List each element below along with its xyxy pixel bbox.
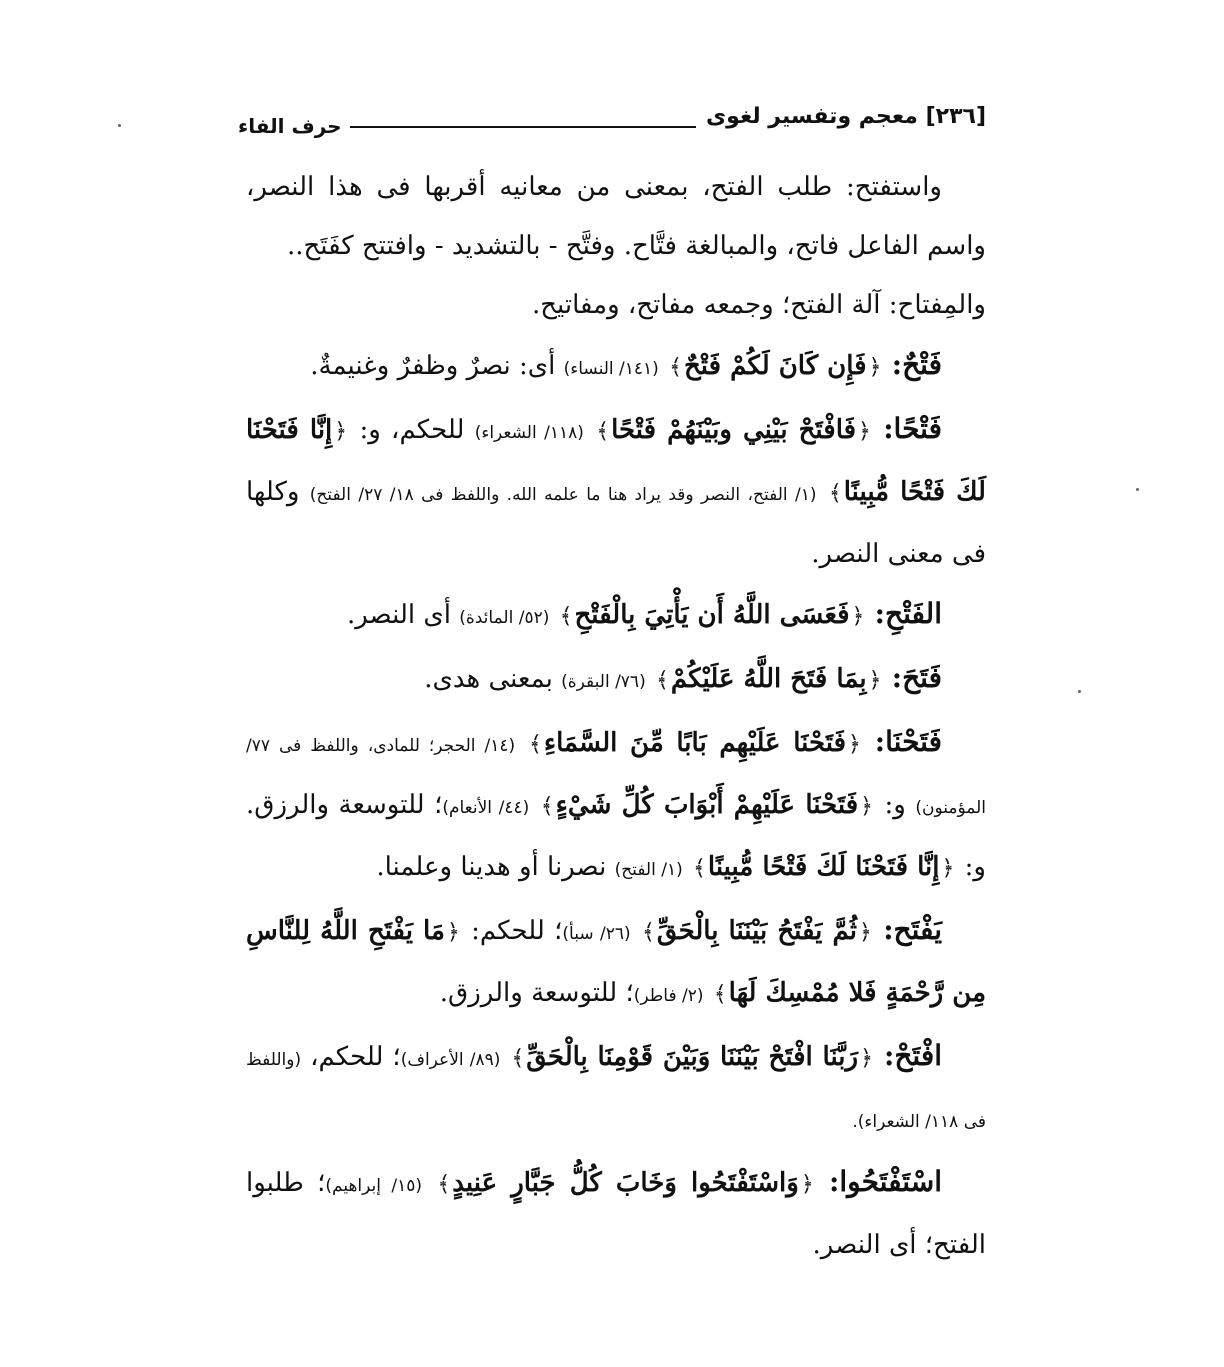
entry-headword: فَتْحًا: — [883, 412, 942, 445]
entry-paragraph — [246, 276, 986, 335]
quran-bracket: ﴿ — [860, 794, 874, 819]
body-text-run — [584, 415, 594, 445]
quran-quote: إِنَّا فَتَحْنَا لَكَ فَتْحًا مُّبِينًا — [707, 852, 940, 882]
body-text-run — [515, 728, 527, 758]
quran-bracket: ﴿ — [851, 604, 865, 629]
body-text-run — [703, 978, 711, 1008]
body-text-run — [631, 916, 640, 946]
body-text-run — [875, 1042, 884, 1072]
verse-reference: (٤٤/ الأنعام) — [442, 798, 530, 818]
body-text-run — [816, 1168, 829, 1198]
header-rule — [350, 126, 696, 128]
quran-quote: فَتَحْنَا عَلَيْهِم بَابًا مِّنَ السَّمَاءِ — [543, 728, 847, 758]
scan-speck — [1078, 690, 1081, 693]
quran-bracket: ﴿ — [860, 1046, 873, 1071]
entry-paragraph — [246, 1026, 986, 1152]
verse-reference: (١١٨/ الشعراء) — [474, 423, 584, 443]
entry-headword: فَتَحْنَا: — [874, 725, 942, 758]
entry-paragraph — [246, 335, 986, 399]
body-text-run — [817, 477, 827, 507]
verse-reference: (٢/ فاطر) — [633, 986, 704, 1006]
footnote-text: (واللفظ فى ١١٨/ الشعراء). — [246, 1050, 986, 1132]
entry-paragraph — [246, 584, 986, 648]
entry-headword: اسْتَفْتَحُوا: — [829, 1165, 942, 1198]
entry-paragraph — [246, 900, 986, 1026]
body-text-run: ؛ طلبوا الفتح؛ أى النصر. — [246, 1168, 986, 1260]
entry-paragraph — [246, 399, 986, 584]
body-text — [246, 158, 986, 1275]
body-text-run — [873, 415, 883, 445]
body-text-run — [866, 600, 874, 630]
quran-quote: ثُمَّ يَفْتَحُ بَيْنَنَا بِالْحَقِّ — [656, 916, 857, 946]
quran-quote: مَا يَفْتَحِ اللَّهُ لِلنَّاسِ مِن رَّحْمَةٍ فَلا مُمْسِكَ لَهَا — [246, 916, 986, 1008]
entry-paragraph — [246, 712, 986, 900]
body-text-run: نصرنا أو هدينا وعلمنا. — [376, 852, 615, 882]
entry-headword: فَتْحٌ: — [891, 348, 942, 381]
verse-reference: (٢٦/ سبأ) — [562, 924, 631, 944]
quran-quote: فَتَحْنَا عَلَيْهِمْ أَبْوَابَ كُلِّ شَيْءٍ — [555, 790, 859, 820]
body-text-run: أى النصر. — [346, 600, 460, 630]
quran-bracket: ﴿ — [334, 419, 348, 444]
body-text-run: ؛ للتوسعة والرزق. و: — [246, 790, 986, 882]
quran-bracket: ﴾ — [642, 920, 655, 945]
verse-reference: (٥٢/ المائدة) — [459, 608, 550, 628]
body-text-run — [422, 1168, 435, 1198]
footnote-text: (١٤/ الحجر؛ للمادى، واللفظ فى ٧٧/ المؤمنون) — [246, 736, 986, 818]
body-text-run — [863, 728, 875, 758]
quran-bracket: ﴾ — [655, 668, 669, 693]
body-text-run — [500, 1042, 509, 1072]
scan-speck — [1136, 488, 1139, 491]
quran-bracket: ﴾ — [713, 982, 727, 1007]
body-text-run — [683, 852, 691, 882]
body-text-run: أى: نصرٌ وظفرٌ وغنيمةٌ. — [310, 351, 564, 381]
body-text-run — [659, 351, 667, 381]
verse-reference: (١٤١/ النساء) — [563, 359, 659, 379]
entry-headword: الفَتْحِ: — [874, 597, 942, 630]
quran-bracket: ﴿ — [446, 920, 460, 945]
quran-bracket: ﴿ — [858, 419, 871, 444]
entry-headword: يَفْتَح: — [883, 913, 943, 946]
verse-reference: (١/ الفتح) — [614, 860, 683, 880]
quran-quote: بِمَا فَتَحَ اللَّهُ عَلَيْكُمْ — [670, 664, 867, 694]
body-text-run: وكلها فى معنى النصر. — [246, 477, 986, 569]
footnote-text: (١/ الفتح، النصر وقد يراد هنا ما علمه الله. واللفظ فى ١٨/ ٢٧/ الفتح) — [309, 485, 817, 505]
entry-paragraph — [246, 1152, 986, 1275]
quran-quote: فَعَسَى اللَّهُ أَن يَأْتِيَ بِالْفَتْحِ — [574, 600, 850, 630]
quran-quote: رَبَّنَا افْتَحْ بَيْنَنَا وَبَيْنَ قَوْمِنَا بِالْحَقِّ — [526, 1042, 859, 1072]
quran-bracket: ﴾ — [669, 355, 682, 380]
entry-paragraph — [246, 158, 986, 276]
quran-quote: فَإِن كَانَ لَكُمْ فَتْحٌ — [683, 351, 867, 381]
page-title: [٢٣٦] معجم وتفسير لغوى — [706, 104, 986, 129]
quran-quote: إِنَّا فَتَحْنَا لَكَ فَتْحًا مُّبِينًا — [246, 415, 986, 507]
body-text-run — [883, 664, 891, 694]
scan-speck — [118, 124, 121, 127]
body-text-run: ؛ للتوسعة والرزق. — [439, 978, 634, 1008]
quran-bracket: ﴾ — [693, 856, 706, 881]
body-text-run — [646, 664, 654, 694]
quran-bracket: ﴾ — [528, 732, 542, 757]
body-text-run: بمعنى هدى. — [424, 664, 562, 694]
verse-reference: (١٥/ إبراهيم) — [325, 1176, 423, 1196]
quran-bracket: ﴿ — [800, 1172, 814, 1197]
entry-headword: افْتَحْ: — [883, 1039, 943, 1072]
body-text-run — [529, 790, 538, 820]
quran-bracket: ﴾ — [559, 604, 573, 629]
body-text-run: واستفتح: طلب الفتح، بمعنى من معانيه أقربها فى هذا النصر، واسم الفاعل فاتح، والمبالغة فتَّاح. وفتَّح - بالتشديد - وافتتح كفَتَح.. — [246, 172, 986, 261]
quran-bracket: ﴿ — [868, 355, 882, 380]
body-text-run: والمِفتاح: آلة الفتح؛ وجمعه مفاتح، ومفاتيح. — [531, 290, 986, 320]
entry-headword: فَتَحَ: — [891, 661, 942, 694]
body-text-run: ؛ للحكم، — [301, 1042, 401, 1072]
quran-bracket: ﴿ — [858, 920, 872, 945]
quran-bracket: ﴿ — [868, 668, 882, 693]
entry-paragraph — [246, 648, 986, 712]
body-text-run — [549, 600, 557, 630]
quran-bracket: ﴿ — [941, 856, 955, 881]
quran-bracket: ﴾ — [828, 481, 842, 506]
quran-bracket: ﴾ — [540, 794, 554, 819]
body-text-run: و: — [875, 790, 916, 820]
body-text-run: ؛ للحكم: — [461, 916, 563, 946]
verse-reference: (٨٩/ الأعراف) — [400, 1050, 501, 1070]
quran-bracket: ﴾ — [437, 1172, 451, 1197]
body-text-run: للحكم، و: — [349, 415, 475, 445]
body-text-run — [883, 351, 891, 381]
verse-reference: (٧٦/ البقرة) — [561, 672, 646, 692]
quran-bracket: ﴾ — [596, 419, 610, 444]
quran-quote: فَافْتَحْ بَيْنِي وبَيْنَهُمْ فَتْحًا — [611, 415, 857, 445]
body-text-run — [874, 916, 883, 946]
quran-bracket: ﴾ — [511, 1046, 525, 1071]
quran-quote: وَاسْتَفْتَحُوا وَخَابَ كُلُّ جَبَّارٍ عَنِيدٍ — [452, 1168, 799, 1198]
section-title: حرف الفاء — [238, 114, 342, 138]
running-header — [238, 104, 986, 144]
quran-bracket: ﴿ — [848, 732, 861, 757]
